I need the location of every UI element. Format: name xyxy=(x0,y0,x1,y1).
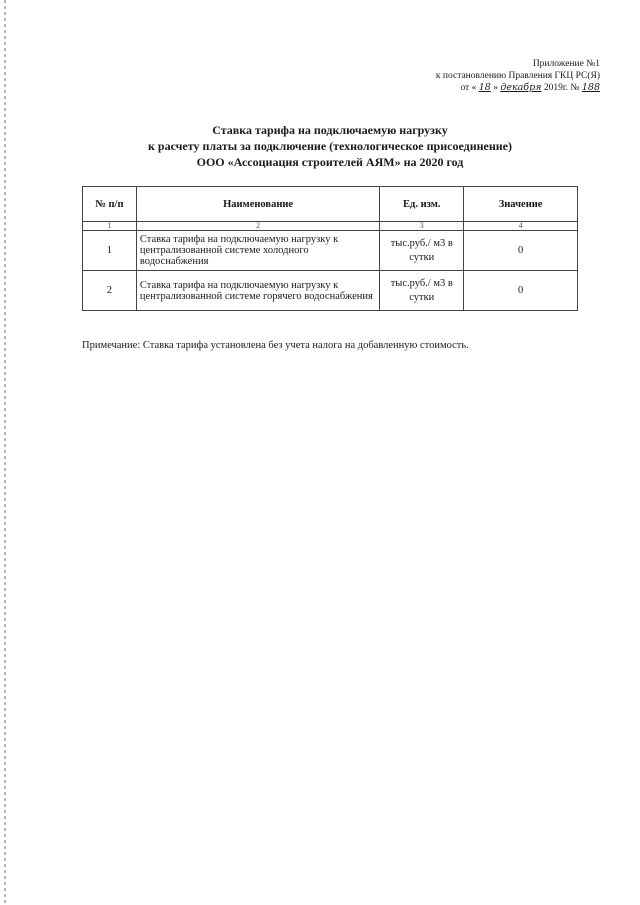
title-line-1: Ставка тарифа на подключаемую нагрузку xyxy=(212,123,448,137)
date-day: 18 xyxy=(478,82,491,93)
column-number-row xyxy=(83,222,578,231)
table-header-row xyxy=(83,187,578,222)
row-value: 0 xyxy=(464,231,578,271)
date-separator: » xyxy=(493,83,498,93)
header-value: Значение xyxy=(464,187,578,222)
column-number: 1 xyxy=(83,222,137,231)
column-number: 2 xyxy=(136,222,379,231)
row-number: 1 xyxy=(83,231,137,271)
date-month: декабря xyxy=(500,82,542,93)
header-name: Наименование xyxy=(136,187,379,222)
title-line-3: ООО «Ассоциация строителей АЯМ» на 2020 год xyxy=(196,155,464,169)
row-unit: тыс.руб./ м3 в сутки xyxy=(380,231,464,271)
document-title xyxy=(80,122,580,170)
column-number: 4 xyxy=(464,222,578,231)
table-row xyxy=(83,271,578,311)
footnote: Примечание: Ставка тарифа установлена без учета налога на добавленную стоимость. xyxy=(82,340,469,351)
appendix-resolution: к постановлению Правления ГКЦ РС(Я) xyxy=(435,71,600,81)
appendix-header xyxy=(360,58,600,94)
header-number: № п/п xyxy=(83,187,137,222)
table-row xyxy=(83,231,578,271)
scan-edge xyxy=(4,0,6,905)
date-prefix: от « xyxy=(460,83,477,93)
row-number: 2 xyxy=(83,271,137,311)
tariff-table xyxy=(82,186,578,311)
resolution-number: 188 xyxy=(581,82,600,93)
row-value: 0 xyxy=(464,271,578,311)
row-name: Ставка тарифа на подключаемую нагрузку к централизованной системе холодного водоснабжения xyxy=(136,231,379,271)
header-unit: Ед. изм. xyxy=(380,187,464,222)
appendix-title: Приложение №1 xyxy=(532,59,600,69)
row-unit: тыс.руб./ м3 в сутки xyxy=(380,271,464,311)
title-line-2: к расчету платы за подключение (технологическое присоединение) xyxy=(147,139,513,153)
row-name: Ставка тарифа на подключаемую нагрузку к централизованной системе горячего водоснабжения xyxy=(136,271,379,311)
date-year: 2019г. № xyxy=(543,83,580,93)
column-number: 3 xyxy=(380,222,464,231)
appendix-date-line xyxy=(360,82,600,94)
